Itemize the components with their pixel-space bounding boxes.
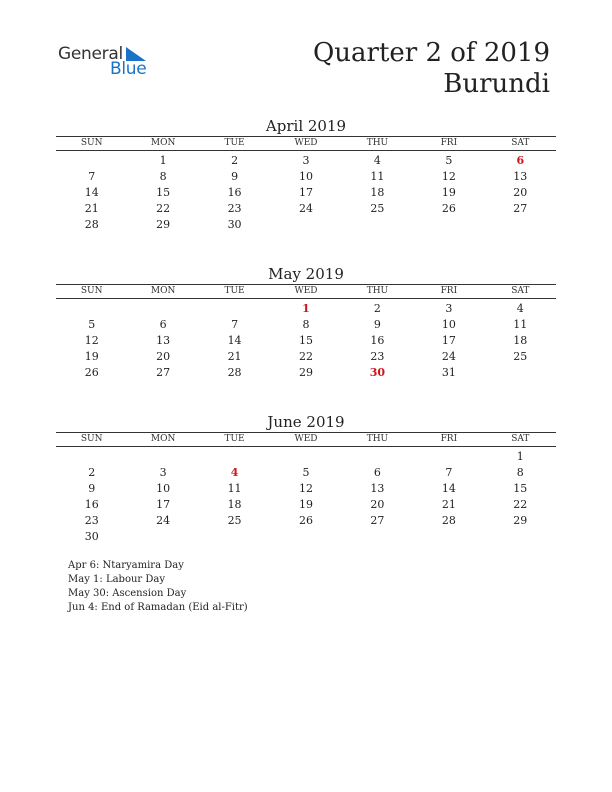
empty-day-cell: [413, 449, 484, 465]
week-row: [56, 513, 556, 529]
holiday-item: May 1: Labour Day: [68, 574, 165, 585]
week-row: [56, 169, 556, 185]
holiday-item: Jun 4: End of Ramadan (Eid al-Fitr): [68, 602, 248, 613]
weekday-label: SAT: [511, 434, 530, 444]
day-cell: 15: [156, 186, 171, 199]
holiday-day-cell: 30: [369, 366, 386, 379]
month-title: April 2019: [265, 117, 347, 135]
day-cell: 29: [156, 218, 171, 231]
day-cell: 28: [227, 366, 242, 379]
day-cell: 13: [370, 482, 385, 495]
day-cell: 23: [227, 202, 242, 215]
empty-day-cell: [485, 217, 556, 233]
week-row: [56, 333, 556, 349]
week-row: [56, 217, 556, 233]
day-cell: 6: [373, 466, 381, 479]
day-cell: 11: [513, 318, 528, 331]
day-cell: 3: [159, 466, 167, 479]
logo-text-general: General: [58, 44, 123, 64]
day-cell: 17: [298, 186, 313, 199]
title-block: [313, 38, 550, 100]
country-name: Burundi: [443, 69, 550, 99]
day-cell: 19: [84, 350, 99, 363]
weeks: [56, 449, 556, 545]
week-row: [56, 185, 556, 201]
day-cell: 16: [370, 334, 385, 347]
empty-day-cell: [270, 217, 341, 233]
week-row: [56, 481, 556, 497]
weekday-label: TUE: [224, 286, 245, 296]
holiday-list: [68, 559, 248, 615]
weekday-label: SAT: [511, 286, 530, 296]
week-row: [56, 497, 556, 513]
week-row: [56, 465, 556, 481]
week-row: [56, 201, 556, 217]
day-cell: 9: [88, 482, 96, 495]
day-cell: 12: [441, 170, 456, 183]
day-cell: 24: [441, 350, 456, 363]
day-cell: 14: [441, 482, 456, 495]
day-cell: 7: [445, 466, 453, 479]
empty-day-cell: [56, 449, 127, 465]
weekday-label: WED: [294, 138, 318, 148]
day-cell: 18: [370, 186, 385, 199]
weekday-label: MON: [150, 138, 176, 148]
week-row: [56, 449, 556, 465]
empty-day-cell: [342, 449, 413, 465]
week-row: [56, 365, 556, 381]
empty-day-cell: [127, 529, 198, 545]
empty-day-cell: [485, 365, 556, 381]
day-cell: 3: [445, 302, 453, 315]
day-cell: 29: [513, 514, 528, 527]
holiday-day-cell: 1: [302, 302, 310, 315]
day-cell: 29: [298, 366, 313, 379]
holiday-item: Apr 6: Ntaryamira Day: [68, 560, 184, 571]
week-row: [56, 529, 556, 545]
empty-day-cell: [56, 153, 127, 169]
day-cell: 10: [156, 482, 171, 495]
day-cell: 15: [298, 334, 313, 347]
empty-day-cell: [199, 301, 270, 317]
month-title: May 2019: [268, 265, 344, 283]
weekday-label: THU: [366, 434, 389, 444]
day-cell: 24: [298, 202, 313, 215]
day-cell: 12: [298, 482, 313, 495]
day-cell: 26: [84, 366, 99, 379]
day-cell: 21: [227, 350, 242, 363]
holiday-item: May 30: Ascension Day: [68, 588, 187, 599]
day-cell: 9: [231, 170, 239, 183]
day-cell: 11: [227, 482, 242, 495]
day-cell: 24: [156, 514, 171, 527]
day-cell: 27: [370, 514, 385, 527]
empty-day-cell: [413, 217, 484, 233]
empty-day-cell: [413, 529, 484, 545]
weekday-label: FRI: [440, 434, 458, 444]
day-cell: 4: [373, 154, 381, 167]
weekday-label: TUE: [224, 138, 245, 148]
day-cell: 27: [513, 202, 528, 215]
day-cell: 22: [156, 202, 171, 215]
day-cell: 27: [156, 366, 171, 379]
day-cell: 8: [516, 466, 524, 479]
weekday-header: [56, 136, 556, 151]
holiday-day-cell: 4: [230, 466, 239, 479]
page-title: Quarter 2 of 2019: [312, 38, 550, 68]
day-cell: 14: [84, 186, 99, 199]
day-cell: 1: [516, 450, 524, 463]
empty-day-cell: [485, 529, 556, 545]
day-cell: 7: [231, 318, 239, 331]
week-row: [56, 153, 556, 169]
day-cell: 30: [227, 218, 242, 231]
day-cell: 2: [231, 154, 239, 167]
empty-day-cell: [270, 529, 341, 545]
week-row: [56, 349, 556, 365]
day-cell: 22: [298, 350, 313, 363]
weekday-header: [56, 284, 556, 299]
empty-day-cell: [342, 217, 413, 233]
week-row: [56, 301, 556, 317]
day-cell: 19: [441, 186, 456, 199]
day-cell: 25: [227, 514, 242, 527]
day-cell: 5: [88, 318, 96, 331]
empty-day-cell: [199, 529, 270, 545]
day-cell: 20: [156, 350, 171, 363]
weekday-label: WED: [294, 286, 318, 296]
day-cell: 21: [441, 498, 456, 511]
day-cell: 30: [84, 530, 99, 543]
weeks: [56, 153, 556, 233]
day-cell: 14: [227, 334, 242, 347]
day-cell: 3: [302, 154, 310, 167]
empty-day-cell: [127, 301, 198, 317]
day-cell: 13: [513, 170, 528, 183]
day-cell: 17: [441, 334, 456, 347]
day-cell: 25: [370, 202, 385, 215]
day-cell: 1: [159, 154, 167, 167]
day-cell: 15: [513, 482, 528, 495]
month-april: [56, 117, 556, 233]
day-cell: 5: [302, 466, 310, 479]
weekday-label: SUN: [80, 434, 103, 444]
weekday-label: SUN: [80, 286, 103, 296]
day-cell: 4: [516, 302, 524, 315]
week-row: [56, 317, 556, 333]
day-cell: 7: [88, 170, 96, 183]
empty-day-cell: [342, 529, 413, 545]
logo: [58, 44, 158, 84]
day-cell: 28: [84, 218, 99, 231]
day-cell: 2: [88, 466, 96, 479]
month-title: June 2019: [267, 413, 345, 431]
month-june: [56, 413, 556, 545]
day-cell: 31: [441, 366, 456, 379]
weekday-label: SAT: [511, 138, 530, 148]
weekday-label: MON: [150, 434, 176, 444]
day-cell: 10: [441, 318, 456, 331]
day-cell: 12: [84, 334, 99, 347]
day-cell: 16: [227, 186, 242, 199]
empty-day-cell: [270, 449, 341, 465]
logo-text-blue: Blue: [110, 59, 147, 79]
day-cell: 2: [373, 302, 381, 315]
month-may: [56, 265, 556, 381]
day-cell: 20: [513, 186, 528, 199]
day-cell: 6: [159, 318, 167, 331]
weekday-label: TUE: [224, 434, 245, 444]
day-cell: 13: [156, 334, 171, 347]
day-cell: 8: [159, 170, 167, 183]
day-cell: 11: [370, 170, 385, 183]
weekday-label: THU: [366, 138, 389, 148]
day-cell: 20: [370, 498, 385, 511]
empty-day-cell: [199, 449, 270, 465]
day-cell: 5: [445, 154, 453, 167]
empty-day-cell: [127, 449, 198, 465]
day-cell: 21: [84, 202, 99, 215]
day-cell: 26: [298, 514, 313, 527]
weekday-label: FRI: [440, 286, 458, 296]
day-cell: 26: [441, 202, 456, 215]
day-cell: 18: [513, 334, 528, 347]
weekday-label: WED: [294, 434, 318, 444]
day-cell: 10: [298, 170, 313, 183]
day-cell: 17: [156, 498, 171, 511]
weekday-label: THU: [366, 286, 389, 296]
day-cell: 18: [227, 498, 242, 511]
day-cell: 19: [298, 498, 313, 511]
weekday-header: [56, 432, 556, 447]
day-cell: 28: [441, 514, 456, 527]
weeks: [56, 301, 556, 381]
weekday-label: FRI: [440, 138, 458, 148]
day-cell: 23: [370, 350, 385, 363]
holiday-day-cell: 6: [516, 154, 525, 167]
day-cell: 9: [373, 318, 381, 331]
day-cell: 25: [513, 350, 528, 363]
day-cell: 23: [84, 514, 99, 527]
day-cell: 22: [513, 498, 528, 511]
day-cell: 8: [302, 318, 310, 331]
empty-day-cell: [56, 301, 127, 317]
day-cell: 16: [84, 498, 99, 511]
weekday-label: SUN: [80, 138, 103, 148]
weekday-label: MON: [150, 286, 176, 296]
